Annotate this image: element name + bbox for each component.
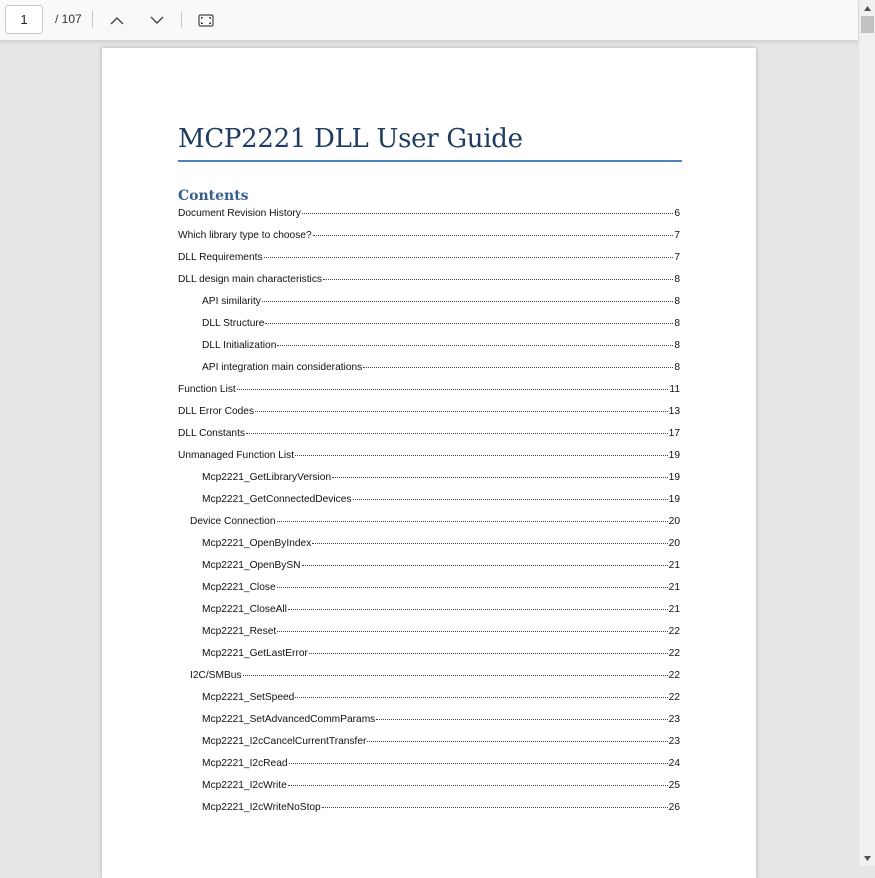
toc-page-number: 24	[668, 758, 680, 769]
fit-page-icon	[198, 14, 214, 27]
toc-entry[interactable]	[202, 538, 680, 554]
document-title: MCP2221 DLL User Guide	[178, 124, 523, 154]
toc-entry[interactable]	[202, 296, 680, 312]
toc-entry[interactable]	[178, 230, 680, 246]
toc-dot-leader	[246, 433, 668, 434]
toc-entry[interactable]	[202, 780, 680, 796]
pdf-toolbar	[0, 0, 858, 41]
toc-entry-title: Device Connection	[190, 516, 276, 527]
scrollbar-thumb[interactable]	[861, 16, 874, 33]
toc-entry-title: DLL Constants	[178, 428, 246, 439]
toc-entry[interactable]	[202, 494, 680, 510]
toc-entry[interactable]	[202, 626, 680, 642]
toc-dot-leader	[277, 345, 673, 346]
toc-entry-title: API integration main considerations	[202, 362, 363, 373]
toc-dot-leader	[288, 785, 668, 786]
toc-entry[interactable]	[178, 384, 680, 400]
toc-page-number: 8	[674, 274, 680, 285]
toc-entry-title: Mcp2221_SetAdvancedCommParams	[202, 714, 376, 725]
toc-entry[interactable]	[178, 252, 680, 268]
toc-page-number: 6	[674, 208, 680, 219]
toc-page-number: 19	[668, 494, 680, 505]
toc-page-number: 7	[674, 252, 680, 263]
toc-dot-leader	[332, 477, 668, 478]
toc-entry[interactable]	[202, 714, 680, 730]
toc-entry-title: Mcp2221_GetLibraryVersion	[202, 472, 332, 483]
toc-dot-leader	[309, 653, 668, 654]
toc-entry-title: Mcp2221_OpenByIndex	[202, 538, 312, 549]
chevron-down-icon	[150, 16, 164, 25]
toc-entry[interactable]	[202, 340, 680, 356]
toc-page-number: 21	[668, 604, 680, 615]
toc-entry[interactable]	[178, 450, 680, 466]
toc-dot-leader	[302, 565, 668, 566]
toc-dot-leader	[295, 697, 667, 698]
toc-dot-leader	[302, 213, 673, 214]
toc-entry[interactable]	[202, 758, 680, 774]
toc-page-number: 20	[668, 516, 680, 527]
scroll-down-arrow-icon	[864, 856, 871, 861]
toc-page-number: 23	[668, 714, 680, 725]
toc-dot-leader	[288, 609, 668, 610]
toc-entry[interactable]	[202, 472, 680, 488]
toc-entry[interactable]	[202, 604, 680, 620]
scroll-up-arrow-icon	[864, 6, 871, 11]
toc-entry-title: Which library type to choose?	[178, 230, 312, 241]
toc-entry[interactable]	[202, 582, 680, 598]
toc-page-number: 8	[674, 318, 680, 329]
toc-dot-leader	[363, 367, 673, 368]
toc-entry-title: Mcp2221_Close	[202, 582, 276, 593]
toc-dot-leader	[323, 279, 673, 280]
toc-page-number: 19	[668, 472, 680, 483]
toc-entry[interactable]	[202, 802, 680, 818]
toc-entry[interactable]	[178, 274, 680, 290]
toc-page-number: 21	[668, 582, 680, 593]
toc-entry-title: Document Revision History	[178, 208, 301, 219]
toc-page-number: 17	[668, 428, 680, 439]
toc-entry-title: Mcp2221_I2cWriteNoStop	[202, 802, 321, 813]
toc-entry-title: Mcp2221_Reset	[202, 626, 277, 637]
next-page-button[interactable]	[144, 7, 170, 33]
toc-entry-title: Unmanaged Function List	[178, 450, 295, 461]
toc-entry[interactable]	[190, 516, 680, 532]
toc-entry-title: DLL Requirements	[178, 252, 263, 263]
toc-dot-leader	[243, 675, 668, 676]
toc-entry-title: Mcp2221_OpenBySN	[202, 560, 301, 571]
toc-page-number: 22	[668, 648, 680, 659]
toc-page-number: 11	[669, 384, 680, 395]
toc-dot-leader	[265, 323, 673, 324]
toc-entry-title: Mcp2221_I2cCancelCurrentTransfer	[202, 736, 367, 747]
contents-heading: Contents	[178, 188, 249, 204]
toolbar-divider	[181, 11, 182, 28]
fit-page-button[interactable]	[193, 7, 219, 33]
page-number-input[interactable]	[5, 5, 43, 34]
toc-dot-leader	[255, 411, 668, 412]
toc-entry[interactable]	[202, 648, 680, 664]
toc-entry[interactable]	[178, 428, 680, 444]
toc-entry[interactable]	[202, 362, 680, 378]
toc-dot-leader	[277, 587, 668, 588]
toc-dot-leader	[376, 719, 667, 720]
toc-page-number: 22	[668, 626, 680, 637]
title-underline	[178, 160, 682, 162]
toc-dot-leader	[313, 235, 674, 236]
toc-page-number: 22	[668, 692, 680, 703]
toc-entry[interactable]	[178, 406, 680, 422]
toc-entry-title: Mcp2221_CloseAll	[202, 604, 287, 615]
toc-entry-title: Mcp2221_I2cWrite	[202, 780, 287, 791]
toc-page-number: 20	[668, 538, 680, 549]
toc-dot-leader	[237, 389, 669, 390]
toc-entry-title: I2C/SMBus	[190, 670, 242, 681]
toc-entry-title: Mcp2221_GetLastError	[202, 648, 308, 659]
toc-dot-leader	[277, 521, 668, 522]
toc-dot-leader	[262, 301, 673, 302]
toc-page-number: 23	[668, 736, 680, 747]
toc-page-number: 13	[668, 406, 680, 417]
scroll-up-button[interactable]	[859, 2, 875, 14]
toc-entry-title: Mcp2221_I2cRead	[202, 758, 288, 769]
chevron-up-icon	[110, 16, 124, 25]
toc-dot-leader	[289, 763, 668, 764]
toc-page-number: 26	[668, 802, 680, 813]
toolbar-divider	[92, 11, 93, 28]
scroll-down-button[interactable]	[859, 852, 875, 864]
toc-page-number: 8	[674, 340, 680, 351]
toc-entry[interactable]	[178, 208, 680, 224]
toc-entry[interactable]	[202, 560, 680, 576]
toc-page-number: 19	[668, 450, 680, 461]
toc-entry-title: Mcp2221_SetSpeed	[202, 692, 295, 703]
toc-dot-leader	[312, 543, 667, 544]
toc-page-number: 25	[668, 780, 680, 791]
toc-entry-title: DLL Initialization	[202, 340, 277, 351]
toc-entry-title: Mcp2221_GetConnectedDevices	[202, 494, 352, 505]
page-total-label: / 107	[55, 12, 82, 26]
toc-page-number: 21	[668, 560, 680, 571]
toc-page-number: 8	[674, 296, 680, 307]
toc-page-number: 7	[674, 230, 680, 241]
toc-entry[interactable]	[202, 318, 680, 334]
toc-dot-leader	[353, 499, 668, 500]
toc-dot-leader	[367, 741, 667, 742]
toc-entry-title: API similarity	[202, 296, 261, 307]
toc-entry-title: DLL Structure	[202, 318, 265, 329]
toc-dot-leader	[295, 455, 668, 456]
toc-dot-leader	[322, 807, 668, 808]
toc-dot-leader	[264, 257, 674, 258]
toc-entry-title: DLL design main characteristics	[178, 274, 323, 285]
vertical-scrollbar[interactable]	[858, 0, 875, 866]
toc-entry-title: DLL Error Codes	[178, 406, 255, 417]
pdf-page	[102, 48, 756, 878]
toc-page-number: 8	[674, 362, 680, 373]
toc-entry[interactable]	[190, 670, 680, 686]
toc-entry[interactable]	[202, 736, 680, 752]
toc-page-number: 22	[668, 670, 680, 681]
previous-page-button[interactable]	[104, 7, 130, 33]
toc-entry-title: Function List	[178, 384, 236, 395]
toc-dot-leader	[277, 631, 667, 632]
toc-entry[interactable]	[202, 692, 680, 708]
